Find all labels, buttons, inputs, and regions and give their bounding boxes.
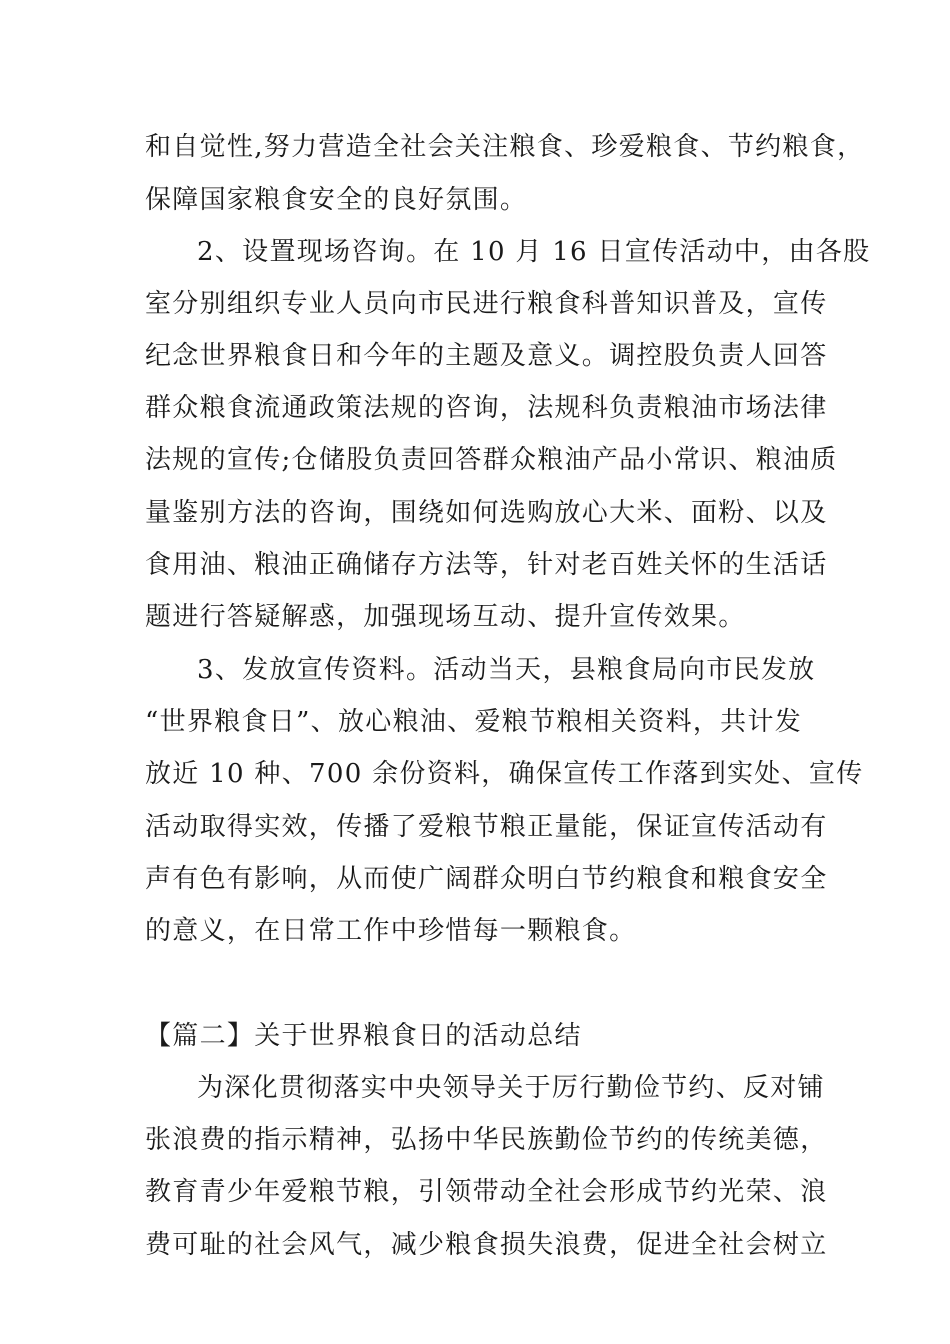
text-line: 食用油、粮油正确储存方法等，针对老百姓关怀的生活话: [145, 550, 828, 580]
paragraph-start-line: 3、发放宣传资料。活动当天，县粮食局向市民发放: [197, 655, 816, 685]
text-line: 声有色有影响，从而使广阔群众明白节约粮食和粮食安全: [145, 864, 828, 894]
text-line: 的意义，在日常工作中珍惜每一颗粮食。: [145, 916, 637, 946]
text-line: 放近 10 种、700 余份资料，确保宣传工作落到实处、宣传: [145, 759, 864, 789]
text-line: 和自觉性,努力营造全社会关注粮食、珍爱粮食、节约粮食，: [145, 132, 865, 162]
paragraph-start-line: 为深化贯彻落实中央领导关于厉行勤俭节约、反对铺: [197, 1073, 825, 1103]
text-line: 法规的宣传;仓储股负责回答群众粮油产品小常识、粮油质: [145, 445, 838, 475]
text-line: 活动取得实效，传播了爱粮节粮正量能，保证宣传活动有: [145, 812, 828, 842]
text-line: 保障国家粮食安全的良好氛围。: [145, 185, 528, 215]
text-line: 纪念世界粮食日和今年的主题及意义。调控股负责人回答: [145, 341, 828, 371]
text-line: 量鉴别方法的咨询，围绕如何选购放心大米、面粉、以及: [145, 498, 828, 528]
text-line: 张浪费的指示精神，弘扬中华民族勤俭节约的传统美德，: [145, 1125, 828, 1155]
section-heading: 【篇二】关于世界粮食日的活动总结: [145, 1021, 582, 1051]
paragraph-start-line: 2、设置现场咨询。在 10 月 16 日宣传活动中，由各股: [197, 237, 871, 267]
text-line: 群众粮食流通政策法规的咨询，法规科负责粮油市场法律: [145, 393, 828, 423]
text-line: 题进行答疑解惑，加强现场互动、提升宣传效果。: [145, 602, 746, 632]
text-line: “世界粮食日”、放心粮油、爱粮节粮相关资料，共计发: [145, 707, 803, 737]
text-line: 费可耻的社会风气，减少粮食损失浪费，促进全社会树立: [145, 1230, 828, 1260]
text-line: 室分别组织专业人员向市民进行粮食科普知识普及，宣传: [145, 289, 828, 319]
text-line: 教育青少年爱粮节粮，引领带动全社会形成节约光荣、浪: [145, 1177, 828, 1207]
